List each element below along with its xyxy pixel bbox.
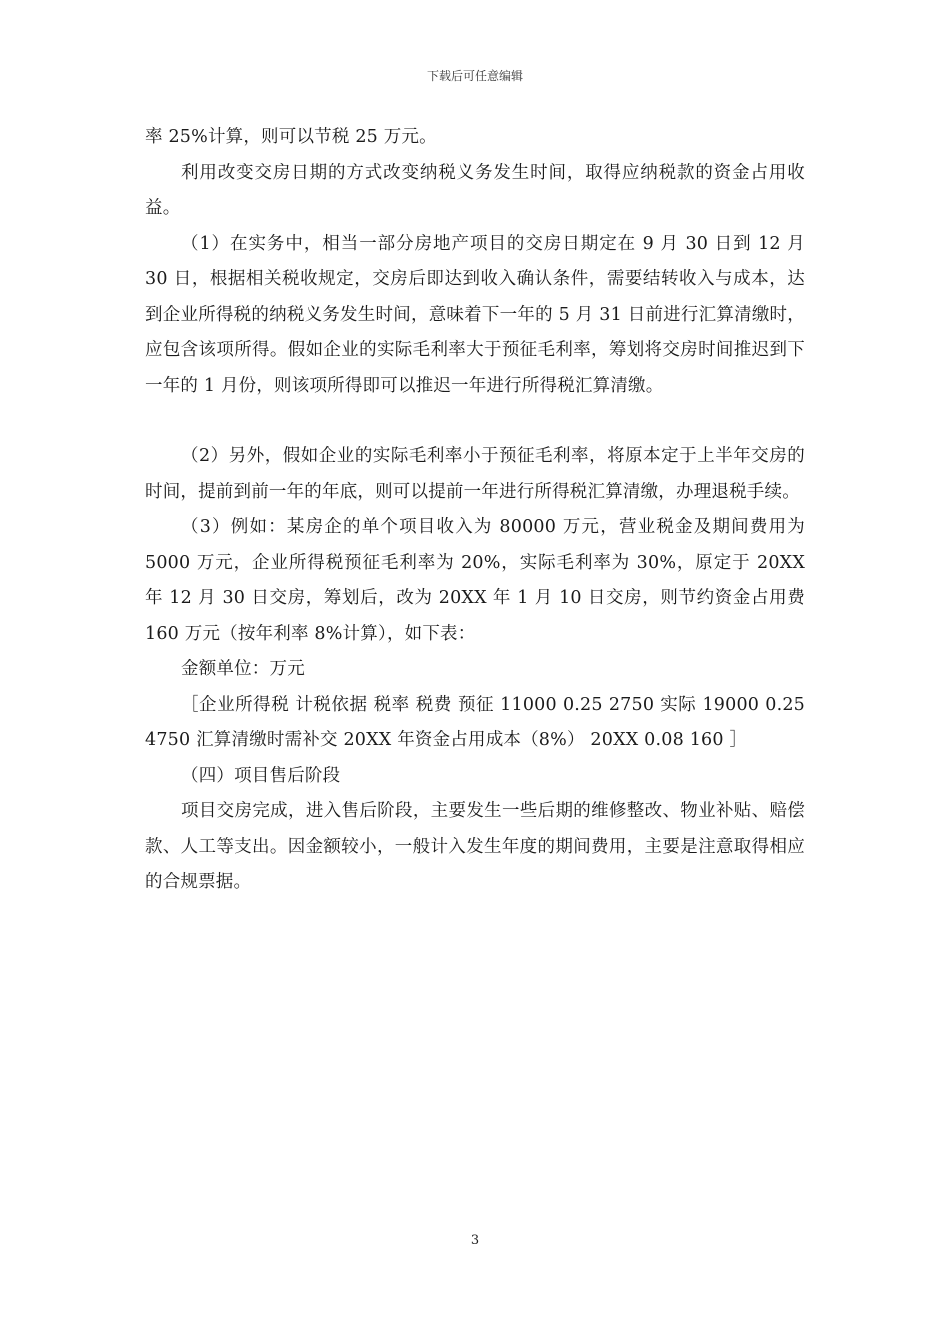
section-heading: （四）项目售后阶段	[181, 765, 341, 786]
paragraph-delivery-date: 利用改变交房日期的方式改变纳税义务发生时间，取得应纳税款的资金占用收益。	[145, 162, 805, 218]
paragraph-item-2: （2）另外，假如企业的实际毛利率小于预征毛利率，将原本定于上半年交房的时间，提前到前一年的年底，则可以提前一年进行所得税汇算清缴，办理退税手续。	[145, 446, 805, 502]
paragraph-table-text: ［企业所得税 计税依据 税率 税费 预征 11000 0.25 2750 实际 19000 0.25 4750 汇算清缴时需补交 20XX 年资金占用成本（8%） 20XX 0.08 160 ］	[145, 694, 805, 750]
paragraph-item-3: （3）例如：某房企的单个项目收入为 80000 万元，营业税金及期间费用为 5000 万元，企业所得税预征毛利率为 20%，实际毛利率为 30%，原定于 20XX 年 12 月 30 日交房，筹划后，改为 20XX 年 1 月 10 日交房，则节约资金占用费 160 万元（按年利率 8%计算），如下表：	[145, 517, 805, 644]
paragraph-unit: 金额单位：万元	[181, 659, 305, 679]
page-header: 下载后可任意编辑	[426, 69, 523, 83]
paragraph-after-sales: 项目交房完成，进入售后阶段，主要发生一些后期的维修整改、物业补贴、赔偿款、人工等支出。因金额较小，一般计入发生年度的期间费用，主要是注意取得相应的合规票据。	[145, 801, 805, 892]
blank-line	[145, 404, 805, 439]
document-body	[145, 120, 805, 901]
paragraph-continuation: 率 25%计算，则可以节税 25 万元。	[145, 127, 437, 147]
page-number: 3	[470, 1233, 480, 1248]
paragraph-item-1: （1）在实务中，相当一部分房地产项目的交房日期定在 9 月 30 日到 12 月 30 日，根据相关税收规定，交房后即达到收入确认条件，需要结转收入与成本，达到企业所得税的纳税义务发生时间，意味着下一年的 5 月 31 日前进行汇算清缴时，应包含该项所得。假如企业的实际毛利率大于预征毛利率，筹划将交房时间推迟到下一年的 1 月份，则该项所得即可以推迟一年进行所得税汇算清缴。	[145, 233, 805, 396]
